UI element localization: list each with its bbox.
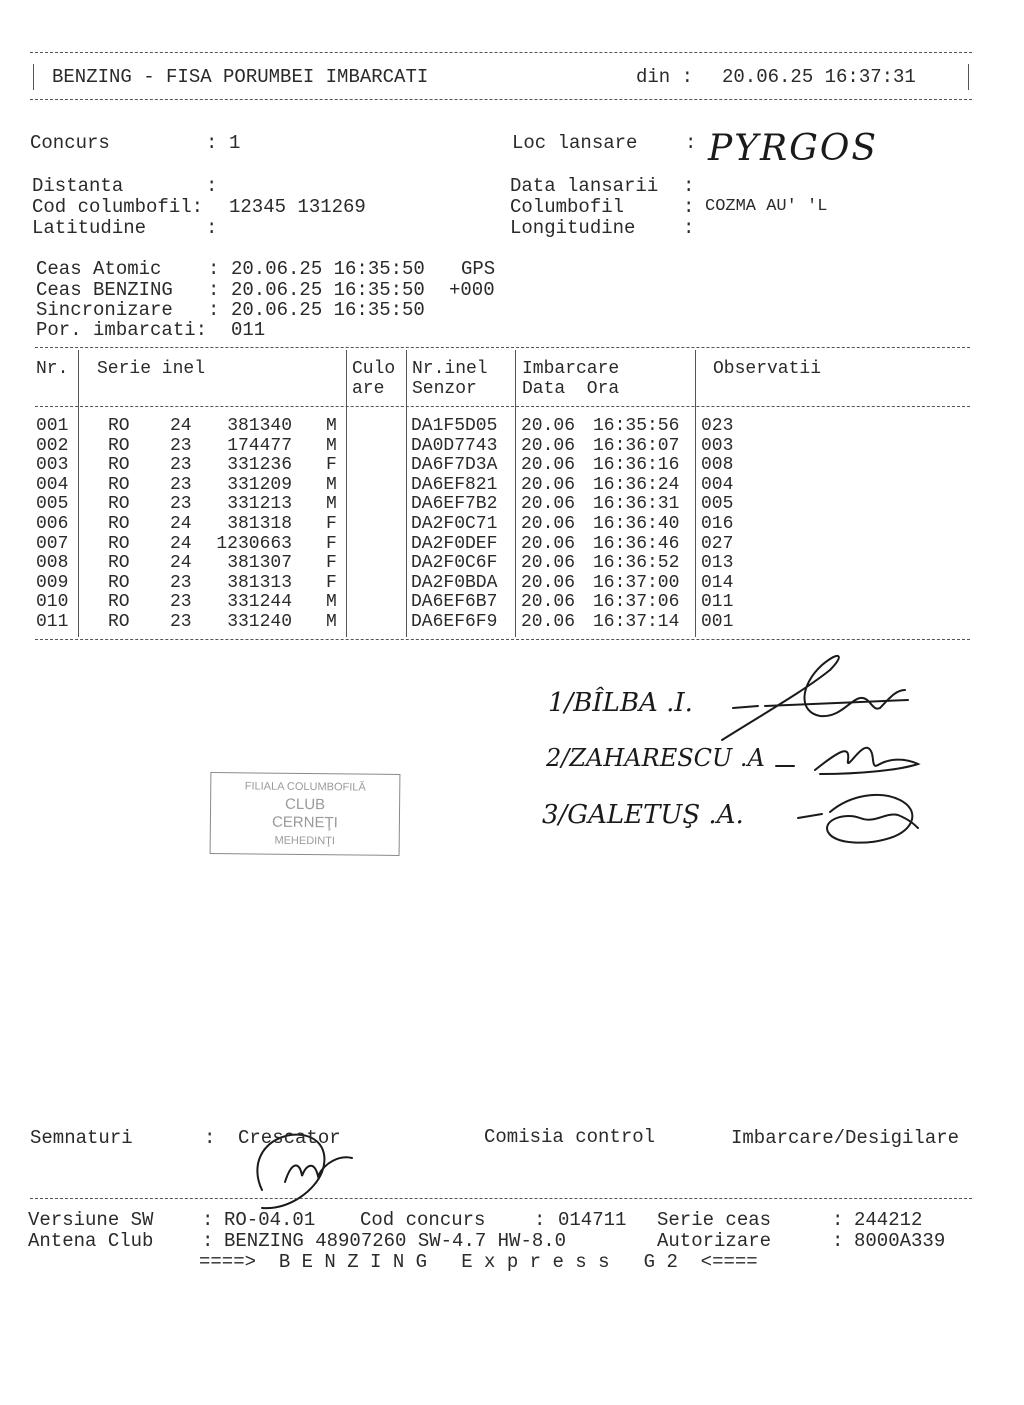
cell-numar: 381318 (227, 514, 292, 534)
cell-tara: RO (108, 612, 130, 632)
signature-3 (827, 795, 918, 843)
cell-senzor: DA6EF821 (411, 474, 498, 495)
semnaturi-label: Semnaturi (30, 1127, 133, 1149)
loc-lansare-colon: : (685, 132, 697, 154)
loc-lansare-value: PYRGOS (708, 128, 879, 169)
din-label: din : (636, 66, 694, 88)
concurs-value: 1 (229, 132, 241, 154)
por-imbarcati-label: Por. imbarcati: (36, 319, 208, 341)
cell-an: 24 (170, 416, 192, 436)
por-imbarcati-value: 011 (231, 319, 266, 341)
club-stamp (210, 772, 401, 856)
col-header-senzor-2: Senzor (412, 379, 477, 399)
dash-stroke-1 (733, 706, 758, 708)
cell-tara: RO (108, 416, 130, 436)
cell-an: 23 (170, 612, 192, 632)
distanta-label: Distanta (32, 175, 124, 197)
cell-numar: 331213 (227, 494, 292, 515)
cell-sex: M (326, 494, 337, 515)
cell-data: 20.06 (521, 514, 576, 534)
cell-nr: 007 (36, 533, 69, 554)
cell-senzor: DA2F0C71 (411, 514, 498, 534)
sincronizare-label: Sincronizare (36, 299, 173, 321)
stamp-line-1: FILIALA COLUMBOFILĂ (244, 780, 366, 794)
dash-stroke-3 (798, 814, 822, 818)
cell-nr: 002 (36, 435, 69, 456)
cell-ora: 16:35:56 (593, 416, 680, 436)
cell-ora: 16:36:07 (593, 435, 680, 456)
cell-data: 20.06 (521, 612, 576, 632)
cod-columbofil-label: Cod columbofil: (32, 196, 204, 218)
cell-nr: 008 (36, 553, 69, 574)
col-header-senzor-1: Nr.inel (412, 359, 488, 379)
cell-numar: 331244 (227, 592, 292, 613)
cell-senzor: DA6EF6B7 (411, 592, 498, 613)
col-header-serie: Serie inel (97, 359, 206, 379)
cell-senzor: DA0D7743 (411, 435, 498, 456)
concurs-colon: : (206, 132, 218, 154)
cod-columbofil-value: 12345 131269 (229, 196, 366, 218)
handwritten-entry-1: 1/BÎLBA .I. (548, 688, 693, 718)
cell-data: 20.06 (521, 592, 576, 613)
header-datetime: 20.06.25 16:37:31 (722, 66, 916, 88)
ceas-benzing-extra: +000 (449, 279, 495, 301)
ceas-atomic-value: 20.06.25 16:35:50 (231, 258, 425, 280)
cell-data: 20.06 (521, 455, 576, 476)
cell-tara: RO (108, 514, 130, 534)
cell-numar: 331209 (227, 474, 292, 495)
columbofil-label: Columbofil (510, 196, 625, 218)
cell-senzor: DA2F0DEF (411, 533, 498, 554)
handwritten-entry-2: 2/ZAHARESCU .A (546, 744, 765, 772)
cell-senzor: DA2F0BDA (411, 572, 498, 593)
cell-observatii: 014 (701, 572, 734, 593)
col-header-culoare-2: are (352, 379, 385, 399)
cod-concurs-colon: : (534, 1209, 546, 1231)
autorizare-label: Autorizare (657, 1230, 772, 1252)
antena-club-label: Antena Club (28, 1230, 154, 1252)
cell-sex: F (326, 553, 337, 574)
handwritten-entry-3: 3/GALETUŞ .A. (542, 800, 744, 830)
cell-nr: 001 (36, 416, 69, 436)
cell-an: 23 (170, 455, 192, 476)
stamp-line-3: CERNEŢI (271, 813, 338, 832)
cell-sex: M (326, 474, 337, 495)
serie-ceas-value: 244212 (854, 1209, 923, 1231)
imbarcare-desigilare-label: Imbarcare/Desigilare (731, 1127, 960, 1149)
cell-numar: 174477 (227, 435, 292, 456)
cell-an: 23 (170, 592, 192, 613)
columbofil-colon: : (683, 196, 695, 218)
cell-observatii: 013 (701, 553, 734, 574)
cell-observatii: 008 (701, 455, 734, 476)
crescator-label: Crescator (238, 1127, 341, 1149)
comisia-control-label: Comisia control (484, 1126, 656, 1148)
col-header-nr: Nr. (36, 359, 69, 379)
cell-sex: F (326, 572, 337, 593)
cell-data: 20.06 (521, 572, 576, 593)
ceas-benzing-value: 20.06.25 16:35:50 (231, 279, 425, 301)
autorizare-colon: : (832, 1230, 844, 1252)
semnaturi-colon: : (204, 1127, 216, 1149)
cell-an: 24 (170, 514, 192, 534)
data-lansarii-label: Data lansarii (510, 175, 659, 197)
cell-tara: RO (108, 533, 130, 554)
col-header-culoare-1: Culo (352, 359, 396, 379)
cell-sex: M (326, 435, 337, 456)
cell-observatii: 001 (701, 612, 734, 632)
col-header-imbarcare-1: Imbarcare (522, 359, 620, 379)
signature-2 (815, 748, 918, 774)
ceas-benzing-colon: : (208, 279, 220, 301)
cell-tara: RO (108, 474, 130, 495)
cell-numar: 331240 (227, 612, 292, 632)
col-header-imbarcare-2: Data Ora (522, 379, 620, 399)
cell-observatii: 016 (701, 514, 734, 534)
footer-rule (30, 1198, 972, 1199)
cell-observatii: 004 (701, 474, 734, 495)
ceas-benzing-label: Ceas BENZING (36, 279, 173, 301)
cell-sex: F (326, 455, 337, 476)
cell-tara: RO (108, 572, 130, 593)
cell-ora: 16:37:14 (593, 612, 680, 632)
document-title: BENZING - FISA PORUMBEI IMBARCATI (52, 66, 429, 88)
cell-senzor: DA6EF7B2 (411, 494, 498, 515)
cell-nr: 009 (36, 572, 69, 593)
versiune-sw-value: RO-04.01 (224, 1209, 316, 1231)
cell-sex: M (326, 592, 337, 613)
cell-data: 20.06 (521, 553, 576, 574)
cell-sex: F (326, 533, 337, 554)
cell-sex: F (326, 514, 337, 534)
cell-senzor: DA6EF6F9 (411, 612, 498, 632)
data-lansarii-colon: : (683, 175, 695, 197)
cell-tara: RO (108, 455, 130, 476)
cell-ora: 16:37:00 (593, 572, 680, 593)
cell-data: 20.06 (521, 435, 576, 456)
concurs-label: Concurs (30, 132, 110, 154)
cell-data: 20.06 (521, 533, 576, 554)
antena-club-value: BENZING 48907260 SW-4.7 HW-8.0 (224, 1230, 567, 1252)
ceas-atomic-extra: GPS (461, 258, 496, 280)
cell-nr: 011 (36, 612, 69, 632)
cell-observatii: 003 (701, 435, 734, 456)
loc-lansare-label: Loc lansare (512, 132, 638, 154)
ceas-atomic-colon: : (208, 258, 220, 280)
sincronizare-value: 20.06.25 16:35:50 (231, 299, 425, 321)
versiune-sw-label: Versiune SW (28, 1209, 154, 1231)
cell-ora: 16:36:24 (593, 474, 680, 495)
stamp-line-4: MEHEDINŢI (274, 834, 336, 848)
cell-an: 24 (170, 533, 192, 554)
cell-numar: 381340 (227, 416, 292, 436)
cell-ora: 16:37:06 (593, 592, 680, 613)
longitudine-label: Longitudine (510, 217, 636, 239)
ceas-atomic-label: Ceas Atomic (36, 258, 162, 280)
cell-ora: 16:36:46 (593, 533, 680, 554)
cell-ora: 16:36:52 (593, 553, 680, 574)
cell-sex: M (326, 416, 337, 436)
cell-ora: 16:36:31 (593, 494, 680, 515)
cell-an: 23 (170, 572, 192, 593)
cell-observatii: 027 (701, 533, 734, 554)
cell-ora: 16:36:40 (593, 514, 680, 534)
cell-nr: 005 (36, 494, 69, 515)
col-header-observatii: Observatii (713, 359, 822, 379)
cell-nr: 006 (36, 514, 69, 534)
cell-data: 20.06 (521, 416, 576, 436)
cell-numar: 331236 (227, 455, 292, 476)
benzing-express-banner: ====> B E N Z I N G E x p r e s s G 2 <==== (199, 1251, 758, 1273)
sincronizare-colon: : (208, 299, 220, 321)
cell-tara: RO (108, 553, 130, 574)
versiune-sw-colon: : (202, 1209, 214, 1231)
stamp-line-2: CLUB (284, 795, 326, 814)
cell-tara: RO (108, 592, 130, 613)
cell-sex: M (326, 612, 337, 632)
cod-concurs-label: Cod concurs (360, 1209, 486, 1231)
cell-ora: 16:36:16 (593, 455, 680, 476)
antena-club-colon: : (202, 1230, 214, 1252)
cell-nr: 010 (36, 592, 69, 613)
cell-numar: 1230663 (216, 533, 292, 554)
cell-observatii: 011 (701, 592, 734, 613)
cell-tara: RO (108, 435, 130, 456)
cell-an: 23 (170, 435, 192, 456)
cell-observatii: 023 (701, 416, 734, 436)
cell-an: 23 (170, 474, 192, 495)
cell-data: 20.06 (521, 474, 576, 495)
cell-tara: RO (108, 494, 130, 515)
serie-ceas-label: Serie ceas (657, 1209, 772, 1231)
cell-nr: 004 (36, 474, 69, 495)
cell-an: 24 (170, 553, 192, 574)
latitudine-label: Latitudine (32, 217, 147, 239)
distanta-colon: : (206, 175, 218, 197)
cod-concurs-value: 014711 (558, 1209, 627, 1231)
cell-senzor: DA6F7D3A (411, 455, 498, 476)
cell-data: 20.06 (521, 494, 576, 515)
autorizare-value: 8000A339 (854, 1230, 946, 1252)
columbofil-value: COZMA AU' 'L (705, 197, 828, 216)
cell-senzor: DA2F0C6F (411, 553, 498, 574)
latitudine-colon: : (206, 217, 218, 239)
cell-an: 23 (170, 494, 192, 515)
cell-observatii: 005 (701, 494, 734, 515)
cell-nr: 003 (36, 455, 69, 476)
longitudine-colon: : (683, 217, 695, 239)
signature-1 (722, 656, 905, 740)
serie-ceas-colon: : (832, 1209, 844, 1231)
cell-senzor: DA1F5D05 (411, 416, 498, 436)
cell-numar: 381307 (227, 553, 292, 574)
cell-numar: 381313 (227, 572, 292, 593)
